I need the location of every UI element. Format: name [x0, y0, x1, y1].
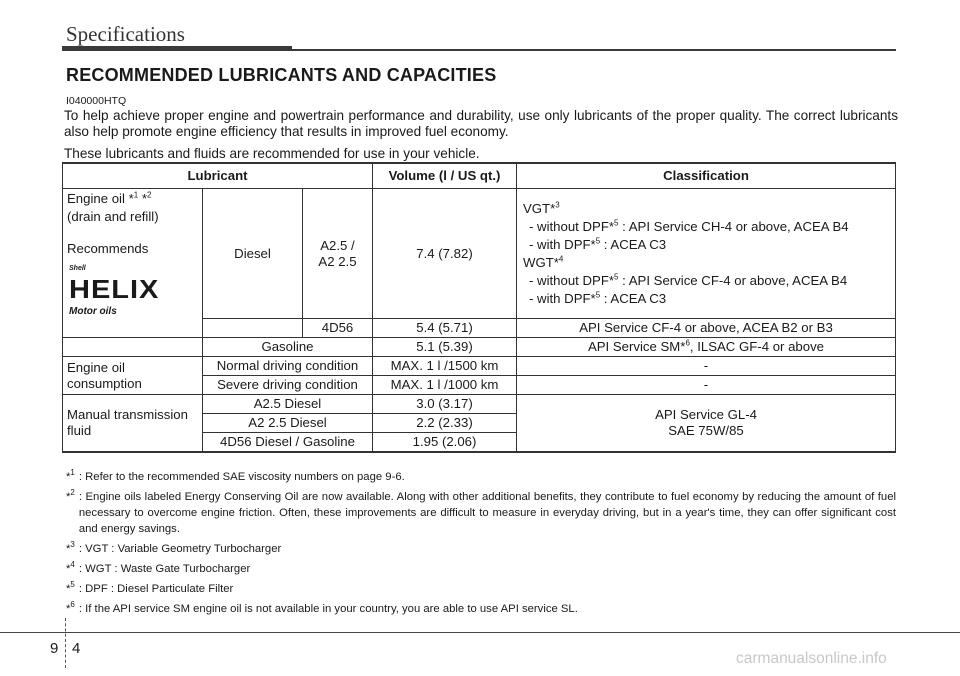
mt-a25-diesel-volume-cell: 3.0 (3.17) — [373, 395, 517, 414]
footer-divider — [65, 618, 66, 668]
vgt-with-dpf-line: - with DPF*$^5$ : ACEA C3 — [529, 236, 667, 252]
normal-condition-value-cell: MAX. 1 l /1500 km — [373, 357, 517, 376]
footnote-6: *$^6$ : If the API service SM engine oil is not available in your country, you are able to use API service SL. — [66, 600, 578, 615]
d56-classification-cell: API Service CF-4 or above, ACEA B2 or B3 — [517, 319, 896, 338]
lubricants-table — [62, 162, 896, 453]
gasoline-volume-cell: 5.1 (5.39) — [373, 338, 517, 357]
table-row — [63, 357, 896, 376]
footer-rule — [0, 632, 960, 633]
intro-text — [64, 108, 898, 168]
engine-oil-cell-continued — [63, 338, 203, 357]
engine-oil-label: Engine oil *$^1$ *$^2$ — [67, 190, 152, 206]
header-classification: Classification — [517, 163, 896, 189]
intro-paragraph-1: To help achieve proper engine and powertrain performance and durability, use only lubricants of the proper quality. The correct lubricants also help promote engine efficiency that results in improved fuel economy. — [64, 108, 898, 139]
page-number: 4 — [72, 640, 81, 657]
footnote-3: *$^3$ : VGT : Variable Geometry Turbocharger — [66, 540, 282, 555]
severe-condition-value-cell: MAX. 1 l /1000 km — [373, 376, 517, 395]
chapter-number: 9 — [50, 640, 59, 657]
engine-oil-consumption-cell: Engine oil consumption — [63, 357, 203, 395]
gasoline-cell: Gasoline — [203, 338, 373, 357]
d56-engine-cell: 4D56 — [303, 319, 373, 338]
engine-oil-cell — [63, 189, 203, 338]
severe-condition-cell: Severe driving condition — [203, 376, 373, 395]
a25-cell: A2.5 / A2 2.5 — [303, 189, 373, 319]
mt-4d56-volume-cell: 1.95 (2.06) — [373, 433, 517, 453]
wgt-without-dpf-line: - without DPF*$^5$ : API Service CF-4 or above, ACEA B4 — [529, 272, 848, 288]
severe-condition-class-cell: - — [517, 376, 896, 395]
mt-a2-25-diesel-volume-cell: 2.2 (2.33) — [373, 414, 517, 433]
d56-volume-cell: 5.4 (5.71) — [373, 319, 517, 338]
diesel-cell: Diesel — [203, 189, 303, 319]
header-rule-thin — [292, 49, 896, 51]
section-title: RECOMMENDED LUBRICANTS AND CAPACITIES — [66, 65, 497, 85]
gasoline-classification-cell: API Service SM*$^6$, ILSAC GF-4 or above — [517, 338, 896, 357]
shell-helix-logo: Shell HELIX Motor oils — [69, 265, 160, 317]
mt-4d56-cell: 4D56 Diesel / Gasoline — [203, 433, 373, 453]
footnote-5: *$^5$ : DPF : Diesel Particulate Filter — [66, 580, 234, 595]
header-lubricant: Lubricant — [63, 163, 373, 189]
a25-volume-cell: 7.4 (7.82) — [373, 189, 517, 319]
footnote-1: *$^1$ : Refer to the recommended SAE viscosity numbers on page 9-6. — [66, 468, 405, 483]
recommends-label: Recommends — [67, 241, 149, 256]
wgt-line: WGT*$^4$ — [523, 254, 564, 270]
header-rule-thick — [62, 46, 292, 51]
d56-cell — [203, 319, 303, 338]
table-row — [63, 395, 896, 414]
footnote-4: *$^4$ : WGT : Waste Gate Turbocharger — [66, 560, 251, 575]
diesel-classification-cell — [517, 189, 896, 319]
manual-transmission-cell: Manual transmission fluid — [63, 395, 203, 453]
mt-classification-cell: API Service GL-4 SAE 75W/85 — [517, 395, 896, 453]
table-row — [63, 338, 896, 357]
mt-a2-25-diesel-cell: A2 2.5 Diesel — [203, 414, 373, 433]
wgt-with-dpf-line: - with DPF*$^5$ : ACEA C3 — [529, 290, 667, 306]
mt-a25-diesel-cell: A2.5 Diesel — [203, 395, 373, 414]
vgt-line: VGT*$^3$ — [523, 200, 560, 216]
header-volume: Volume (l / US qt.) — [373, 163, 517, 189]
table-row — [63, 189, 896, 319]
vgt-without-dpf-line: - without DPF*$^5$ : API Service CH-4 or above, ACEA B4 — [529, 218, 849, 234]
footnote-2: *$^2$ : Engine oils labeled Energy Conserving Oil are now available. Along with other additional benefits, they contribute to fuel economy by reducing the amount of fuel necessary to overcome engine friction. Often, these improvements are difficult to measure in everyday driving, but in a year's time, they can offer significant cost and energy savings. — [66, 488, 896, 535]
watermark-text: carmanualsonline.info — [736, 650, 887, 667]
document-code: I040000HTQ — [66, 95, 127, 107]
table-header-row — [63, 163, 896, 189]
normal-condition-cell: Normal driving condition — [203, 357, 373, 376]
engine-oil-sublabel: (drain and refill) — [67, 209, 159, 224]
page-header-title: Specifications — [66, 22, 185, 46]
footnotes — [66, 469, 896, 621]
normal-condition-class-cell: - — [517, 357, 896, 376]
intro-paragraph-2: These lubricants and fluids are recommended for use in your vehicle. — [64, 146, 480, 161]
